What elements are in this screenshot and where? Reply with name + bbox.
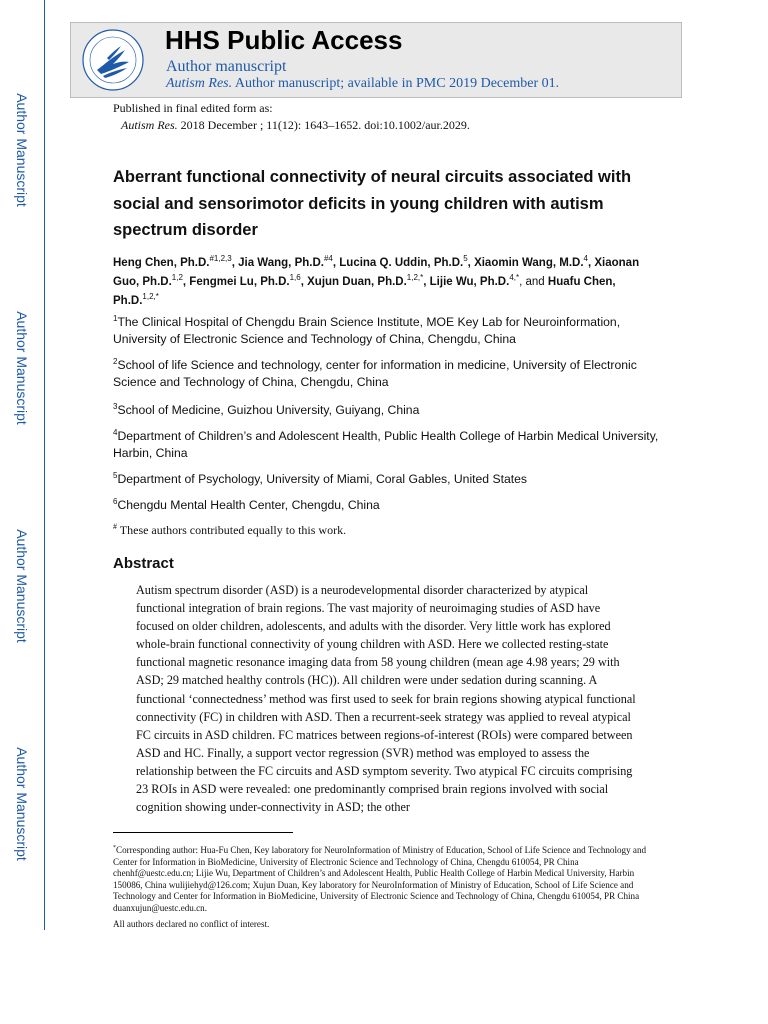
conflict-footnote: All authors declared no conflict of interest.: [113, 919, 270, 929]
author-name: Lijie Wu, Ph.D.: [429, 276, 510, 288]
author-name: Lucina Q. Uddin, Ph.D.: [339, 257, 464, 269]
abstract-body: Autism spectrum disorder (ASD) is a neurodevelopmental disorder characterized by atypical functional integration of brain regions. The vast majority of neuroimaging studies of ASD have focused on older children, adolescents, and adults with the disorder. Very little work has explored whole-brain functional connectivity of young children with ASD. Here we collected resting-state functional magnetic resonance imaging data from 58 young children (mean age 4.98 years; 29 with ASD; 29 matched healthy controls (HC)). All children were under sedation during scanning. A functional ‘connectedness’ method was first used to seek for brain regions showing atypical functional connectivity (FC) in children with ASD. Then a recurrent-seek strategy was applied to reveal atypical FC circuits in ASD children. FC matrices between regions-of-interest (ROIs) were compared between ASD and HC. Finally, a support vector regression (SVR) method was employed to assess the relationship between the FC circuits and ASD symptom severity. Two atypical FC circuits comprising 23 ROIs in ASD were revealed: one predominantly comprised brain regions involved with social cognition showing under-connectivity in ASD; the other: [136, 583, 636, 815]
affiliation-text: Chengdu Mental Health Center, Chengdu, China: [117, 498, 380, 512]
author-list: [113, 254, 658, 311]
affiliation-text: School of life Science and technology, center for information in medicine, University of Electronic Science and Technology of China, Chengdu, China: [113, 358, 637, 389]
author-affiliation-marker: 5: [463, 254, 468, 264]
citation-journal: Autism Res.: [121, 118, 178, 132]
author-separator: ,: [423, 276, 430, 288]
author-affiliation-marker: 1,6: [289, 273, 301, 283]
affiliation-number: 2: [113, 356, 118, 366]
affiliation-text: Department of Children’s and Adolescent Health, Public Health College of Harbin Medical University, Harbin, China: [113, 429, 659, 460]
affiliation: [113, 314, 673, 348]
affiliation: [113, 357, 673, 391]
affiliation-number: 1: [113, 313, 118, 323]
author-affiliation-marker: 1,2,*: [406, 273, 424, 283]
affiliation: [113, 497, 673, 514]
sidebar-label: Author Manuscript: [14, 93, 30, 207]
availability-text: Author manuscript; available in PMC 2019 December 01.: [232, 76, 560, 91]
published-info: [113, 100, 470, 134]
hhs-eagle-seal-icon: [81, 28, 145, 92]
author-name: Heng Chen, Ph.D.: [113, 257, 210, 269]
article-title: Aberrant functional connectivity of neural circuits associated with social and sensorimotor deficits in young children with autism spectrum disorder: [113, 168, 632, 239]
author-affiliation-marker: 4,*: [509, 273, 520, 283]
author-separator: , and: [519, 276, 548, 288]
page-title: HHS Public Access: [165, 25, 403, 55]
footnote-marker: *: [113, 845, 116, 851]
equal-text: These authors contributed equally to this work.: [117, 523, 347, 537]
affiliation-number: 3: [113, 401, 118, 411]
sidebar-label: Author Manuscript: [14, 311, 30, 425]
availability-line: [166, 76, 559, 92]
author-separator: ,: [300, 276, 308, 288]
author-name: Huafu Chen, Ph.D.: [113, 276, 616, 307]
manuscript-label: Author manuscript: [166, 58, 287, 75]
sidebar-label: Author Manuscript: [14, 529, 30, 643]
published-label: Published in final edited form as:: [113, 101, 273, 115]
author-affiliation-marker: 1,2,*: [142, 292, 159, 302]
author-separator: ,: [231, 257, 239, 269]
corresponding-footnote: [113, 843, 658, 914]
citation: [113, 117, 470, 134]
affiliation-number: 5: [113, 470, 118, 480]
citation-text: 2018 December ; 11(12): 1643–1652. doi:10.1002/aur.2029.: [177, 118, 470, 132]
affiliation-text: School of Medicine, Guizhou University, Guiyang, China: [117, 403, 420, 417]
affiliation-number: 6: [113, 496, 118, 506]
abstract-heading: Abstract: [113, 555, 174, 572]
author-name: Xiaonan Guo, Ph.D.: [113, 257, 640, 288]
author-affiliation-marker: #1,2,3: [209, 254, 232, 264]
author-name: Fengmei Lu, Ph.D.: [189, 276, 290, 288]
equal-marker: #: [113, 522, 117, 531]
sidebar-label: Author Manuscript: [14, 747, 30, 861]
journal-name: Autism Res.: [166, 76, 233, 91]
author-affiliation-marker: 1,2: [171, 273, 183, 283]
author-name: Jia Wang, Ph.D.: [238, 257, 324, 269]
affiliation-number: 4: [113, 427, 118, 437]
author-name: Xujun Duan, Ph.D.: [307, 276, 407, 288]
affiliation-text: The Clinical Hospital of Chengdu Brain Science Institute, MOE Key Lab for Neuroinformation, University of Electronic Science and Technology of China, Chengdu, China: [113, 315, 621, 346]
author-affiliation-marker: #4: [323, 254, 333, 264]
affiliation: [113, 402, 673, 419]
sidebar: [0, 0, 45, 930]
author-affiliation-marker: 4: [583, 254, 588, 264]
affiliation: [113, 471, 673, 488]
author-separator: ,: [332, 257, 340, 269]
author-separator: ,: [182, 276, 190, 288]
author-separator: ,: [587, 257, 595, 269]
header: [70, 22, 682, 98]
corresponding-text: Corresponding author: Hua-Fu Chen, Key laboratory for NeuroInformation of Ministry of Education, School of Life Science and Technology and Center for Information in BioMedicine, University of Electronic Science and Technology of China, Chengdu 610054, PR China chenhf@uestc.edu.cn; Lijie Wu, Department of Children’s and Adolescent Health, Public Health College of Harbin Medical University, Harbin 150086, China wulijiehyd@126.com; Xujun Duan, Key laboratory for NeuroInformation of Ministry of Education, School of Life Science and Technology and Center for Information in BioMedicine, University of Electronic Science and Technology of China, Chengdu 610054, PR China duanxujun@uestc.edu.cn.: [113, 845, 647, 913]
equal-contribution-note: [113, 522, 346, 538]
author-separator: ,: [467, 257, 475, 269]
affiliation-text: Department of Psychology, University of Miami, Coral Gables, United States: [117, 472, 528, 486]
footnote-divider: [113, 832, 293, 833]
affiliation: [113, 428, 673, 462]
author-name: Xiaomin Wang, M.D.: [474, 257, 584, 269]
